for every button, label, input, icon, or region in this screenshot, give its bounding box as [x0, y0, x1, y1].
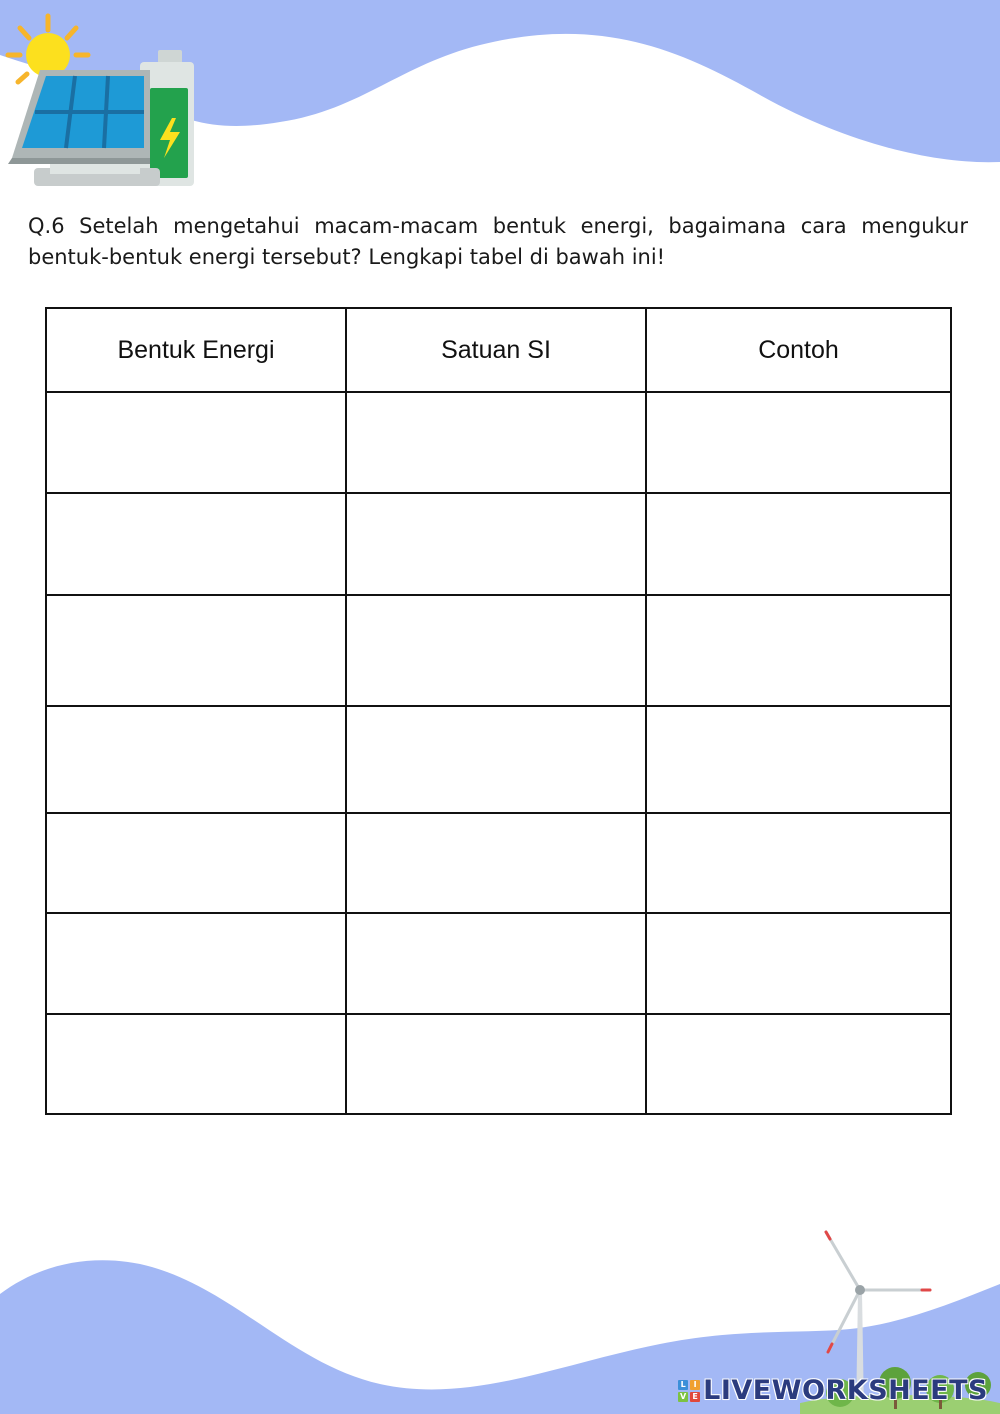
table-row — [46, 392, 951, 493]
answer-input-satuan-si[interactable] — [347, 852, 645, 875]
table-row — [46, 595, 951, 706]
table-row — [46, 813, 951, 913]
watermark-text: LIVEWORKSHEETS — [703, 1375, 988, 1406]
table-cell — [646, 493, 951, 595]
header-contoh: Contoh — [646, 308, 951, 392]
table-row — [46, 706, 951, 813]
table-cell — [646, 813, 951, 913]
answer-input-satuan-si[interactable] — [347, 639, 645, 662]
answer-input-contoh[interactable] — [647, 852, 950, 875]
table-cell — [346, 706, 646, 813]
answer-input-satuan-si[interactable] — [347, 533, 645, 556]
answer-input-contoh[interactable] — [647, 533, 950, 556]
table-cell — [346, 493, 646, 595]
answer-input-contoh[interactable] — [647, 952, 950, 975]
answer-input-contoh[interactable] — [647, 431, 950, 454]
table-cell — [346, 1014, 646, 1114]
table-cell — [346, 595, 646, 706]
table-cell — [46, 1014, 346, 1114]
table-cell — [646, 595, 951, 706]
table-cell — [646, 392, 951, 493]
table-row — [46, 1014, 951, 1114]
solar-panel-battery-icon — [0, 8, 200, 193]
answer-input-satuan-si[interactable] — [347, 431, 645, 454]
table-cell — [346, 913, 646, 1014]
answer-input-bentuk-energi[interactable] — [47, 852, 345, 875]
answer-input-contoh[interactable] — [647, 1053, 950, 1076]
answer-input-satuan-si[interactable] — [347, 748, 645, 771]
table-cell — [646, 1014, 951, 1114]
liveworksheets-logo-icon: L I V E — [678, 1380, 700, 1402]
answer-input-contoh[interactable] — [647, 639, 950, 662]
answer-input-satuan-si[interactable] — [347, 1053, 645, 1076]
answer-input-contoh[interactable] — [647, 748, 950, 771]
answer-input-bentuk-energi[interactable] — [47, 748, 345, 771]
table-cell — [46, 913, 346, 1014]
table-cell — [46, 706, 346, 813]
table-row — [46, 493, 951, 595]
energy-table — [45, 307, 952, 1115]
table-cell — [46, 392, 346, 493]
table-cell — [46, 595, 346, 706]
table-cell — [46, 493, 346, 595]
table-cell — [346, 392, 646, 493]
answer-input-bentuk-energi[interactable] — [47, 639, 345, 662]
table-cell — [346, 813, 646, 913]
header-bentuk-energi: Bentuk Energi — [46, 308, 346, 392]
table-cell — [46, 813, 346, 913]
answer-input-bentuk-energi[interactable] — [47, 533, 345, 556]
table-cell — [646, 913, 951, 1014]
energy-table-container — [45, 307, 950, 1115]
table-header-row — [46, 308, 951, 392]
question-text: Q.6 Setelah mengetahui macam-macam bentuk energi, bagaimana cara mengukur bentuk-bentuk energi tersebut? Lengkapi tabel di bawah ini! — [28, 214, 968, 269]
answer-input-bentuk-energi[interactable] — [47, 1053, 345, 1076]
answer-input-bentuk-energi[interactable] — [47, 431, 345, 454]
table-row — [46, 913, 951, 1014]
table-cell — [646, 706, 951, 813]
answer-input-bentuk-energi[interactable] — [47, 952, 345, 975]
answer-input-satuan-si[interactable] — [347, 952, 645, 975]
liveworksheets-watermark — [678, 1375, 988, 1406]
header-satuan-si: Satuan SI — [346, 308, 646, 392]
